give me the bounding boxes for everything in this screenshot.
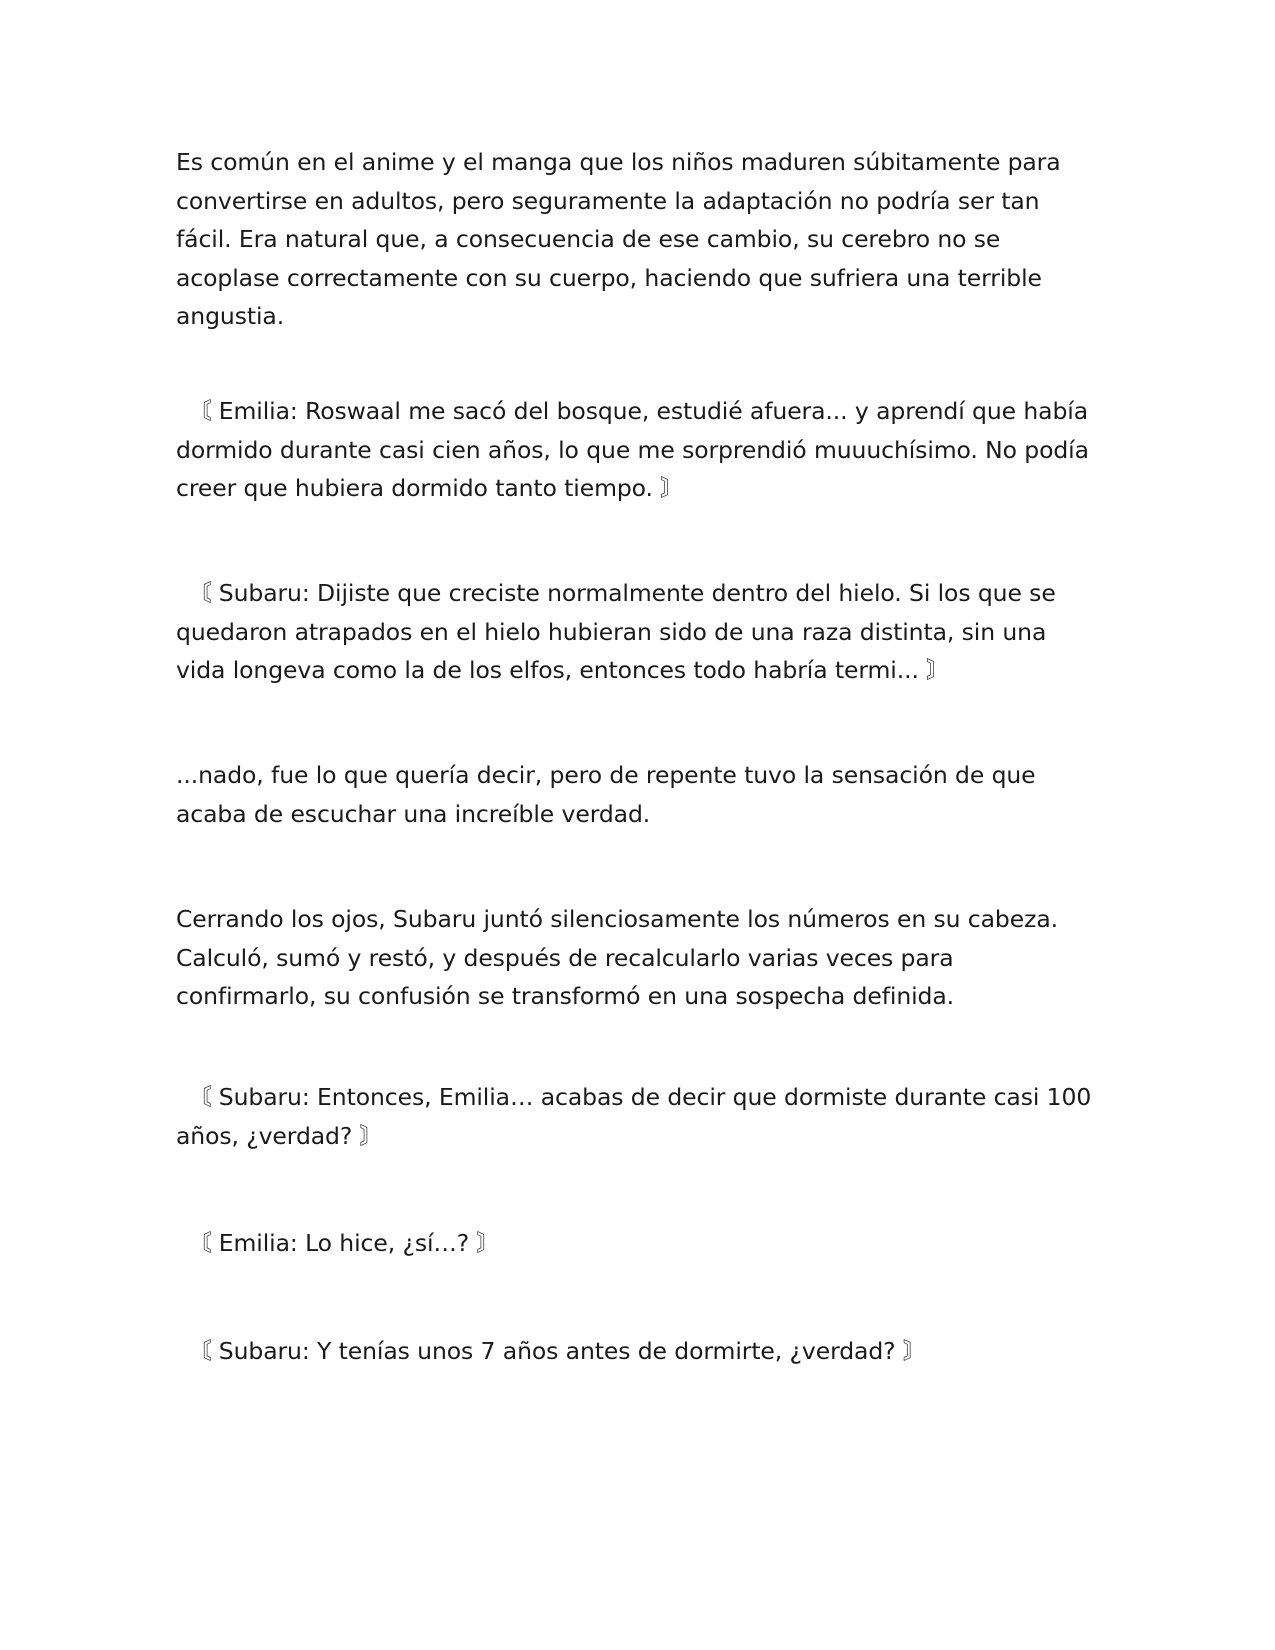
dialogue-subaru: 〘 Subaru: Y tenías unos 7 años antes de dormirte, ¿verdad? 〙 [188, 1337, 927, 1365]
narration-paragraph: Cerrando los ojos, Subaru juntó silenciosamente los números en su cabeza. Calculó, sumó y restó, y después de recalcularlo varias veces para confirmarlo, su confusión se transformó en una sospecha definida. [176, 905, 1058, 1010]
dialogue-subaru: 〘 Subaru: Entonces, Emilia… acabas de decir que dormiste durante casi 100 años, ¿verdad? 〙 [176, 1083, 1092, 1150]
narration-paragraph: ...nado, fue lo que quería decir, pero de repente tuvo la sensación de que acaba de escuchar una increíble verdad. [176, 761, 1036, 828]
dialogue-emilia: 〘 Emilia: Lo hice, ¿sí…? 〙 [188, 1229, 500, 1257]
dialogue-subaru: 〘 Subaru: Dijiste que creciste normalmente dentro del hielo. Si los que se quedaron atrapados en el hielo hubieran sido de una raza distinta, sin una vida longeva como la de los elfos, entonces todo habría termi... 〙 [176, 579, 1056, 684]
narration-paragraph: Es común en el anime y el manga que los niños maduren súbitamente para convertirse en adultos, pero seguramente la adaptación no podría ser tan fácil. Era natural que, a consecuencia de ese cambio, su cerebro no se acoplase correctamente con su cuerpo, haciendo que sufriera una terrible angustia. [176, 148, 1061, 330]
dialogue-emilia: 〘 Emilia: Roswaal me sacó del bosque, estudié afuera... y aprendí que había dormido durante casi cien años, lo que me sorprendió muuuchísimo. No podía creer que hubiera dormido tanto tiempo. 〙 [176, 397, 1089, 502]
